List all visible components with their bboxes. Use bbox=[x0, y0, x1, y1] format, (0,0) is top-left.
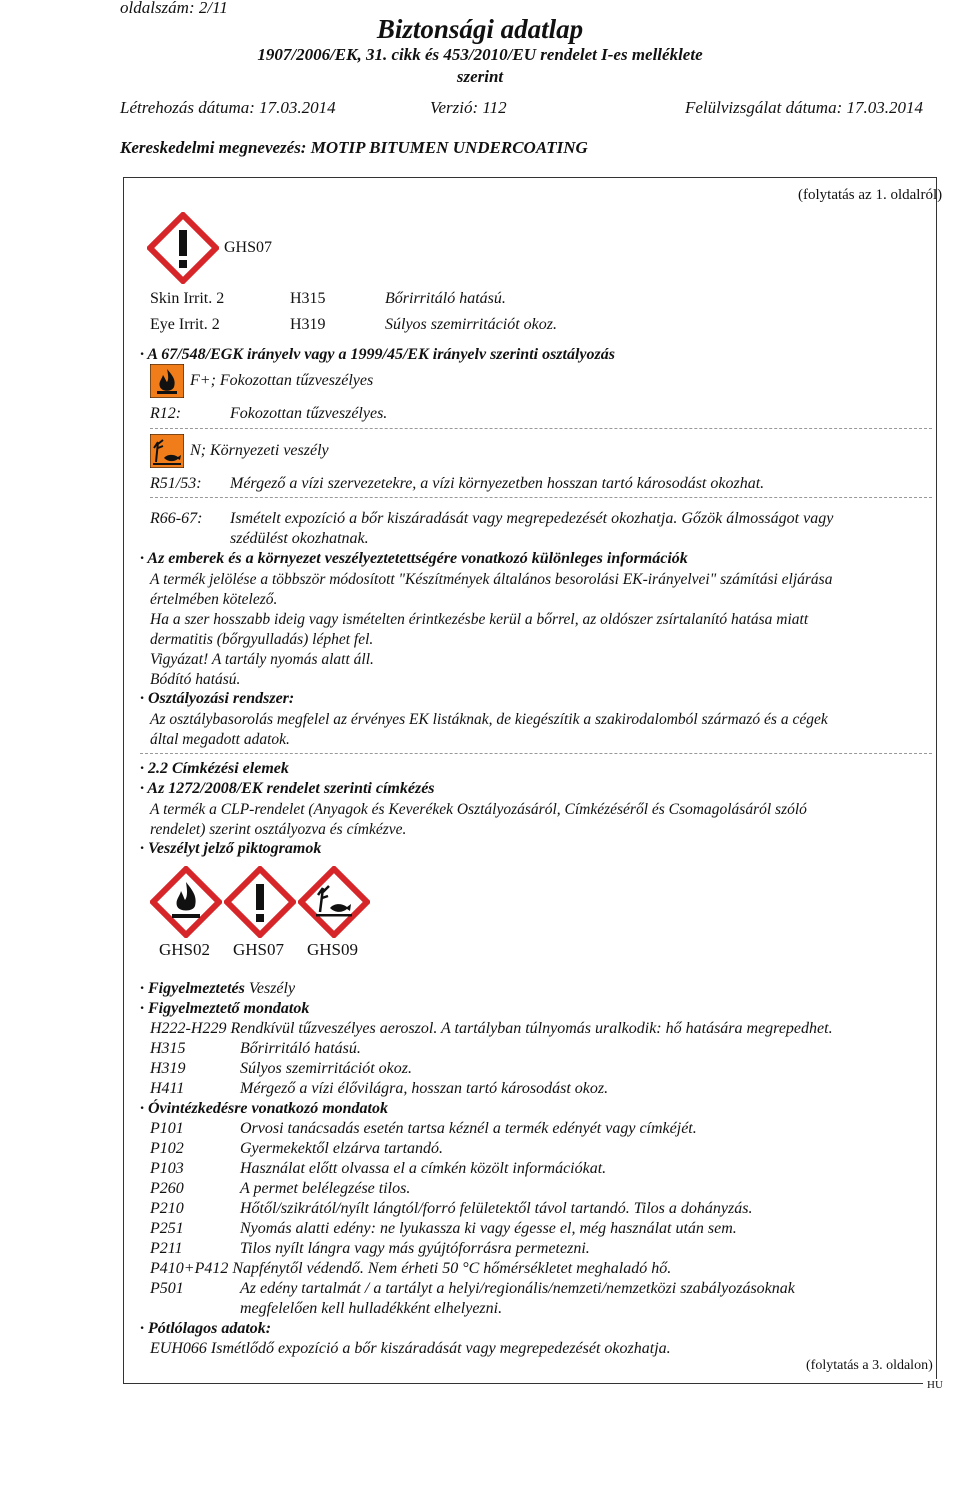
p-code: P102 bbox=[150, 1140, 184, 1157]
text-line: rendelet) szerint osztályozva és címkézve. bbox=[150, 821, 407, 838]
environment-icon bbox=[298, 866, 370, 938]
eu-directive-heading: · A 67/548/EGK irányelv vagy a 1999/45/EK irányelv szerinti osztályozás bbox=[140, 346, 615, 363]
pictogram-label: GHS02 bbox=[159, 940, 211, 959]
flammable-symbol-icon bbox=[150, 364, 184, 398]
p-code: P211 bbox=[150, 1240, 183, 1257]
text-line: Bódító hatású. bbox=[150, 671, 241, 688]
text-line: dermatitis (bőrgyulladás) léphet fel. bbox=[150, 631, 374, 648]
h-statements-heading: · Figyelmeztető mondatok bbox=[140, 1000, 310, 1017]
text-line: által megadott adatok. bbox=[150, 731, 290, 748]
r66-text: Ismételt expozíció a bőr kiszáradását vagy megrepedezését okozhatja. Gőzök álmosságot vagy bbox=[230, 510, 834, 527]
classification-h: H319 bbox=[290, 316, 326, 333]
p-code: P501 bbox=[150, 1280, 184, 1297]
trade-name: Kereskedelmi megnevezés: MOTIP BITUMEN UNDERCOATING bbox=[120, 138, 588, 157]
text-line: Vigyázat! A tartály nyomás alatt áll. bbox=[150, 651, 374, 668]
classification-code: Eye Irrit. 2 bbox=[150, 316, 220, 333]
text-line: A termék a CLP-rendelet (Anyagok és Keverékek Osztályozásáról, Címkézéséről és Csomagolásáról szóló bbox=[150, 801, 807, 818]
p-code: P210 bbox=[150, 1200, 184, 1217]
document-subtitle: 1907/2006/EK, 31. cikk és 453/2010/EU rendelet I-es melléklete bbox=[257, 45, 703, 64]
classification-system-heading: · Osztályozási rendszer: bbox=[140, 690, 295, 707]
symbol-f-label: F+; Fokozottan tűzveszélyes bbox=[190, 372, 374, 389]
p410-line: P410+P412 Napfénytől védendő. Nem érheti 50 °C hőmérsékletet meghaladó hő. bbox=[150, 1260, 672, 1277]
text-line: értelmében kötelező. bbox=[150, 591, 278, 608]
r66-code: R66-67: bbox=[150, 510, 203, 527]
version: Verzió: 112 bbox=[430, 98, 507, 117]
flame-icon bbox=[150, 866, 222, 938]
ghs07-exclamation-icon bbox=[147, 212, 219, 284]
ghs07-label: GHS07 bbox=[224, 239, 273, 256]
revision-date: Felülvizsgálat dátuma: 17.03.2014 bbox=[685, 98, 923, 117]
footer-line bbox=[123, 1383, 923, 1384]
special-info-heading: · Az emberek és a környezet veszélyeztetettségére vonatkozó különleges információk bbox=[140, 550, 688, 567]
clp-text bbox=[150, 800, 807, 840]
p-code: P101 bbox=[150, 1120, 184, 1137]
pictogram-label: GHS07 bbox=[233, 940, 285, 959]
p-text: Használat előtt olvassa el a címkén közölt információkat. bbox=[240, 1160, 607, 1177]
pictogram-label: GHS09 bbox=[307, 940, 359, 959]
page-number: oldalszám: 2/11 bbox=[120, 0, 228, 17]
h-text: Mérgező a vízi élővilágra, hosszan tartó károsodást okoz. bbox=[240, 1080, 609, 1097]
divider bbox=[150, 497, 932, 498]
h-code: H315 bbox=[150, 1040, 186, 1057]
p-statements-heading: · Óvintézkedésre vonatkozó mondatok bbox=[140, 1100, 388, 1117]
language-code: HU bbox=[927, 1379, 943, 1391]
p-text: Az edény tartalmát / a tartályt a helyi/regionális/nemzeti/nemzetközi szabályozásoknak bbox=[240, 1280, 795, 1297]
r66-text-cont: szédülést okozhatnak. bbox=[230, 530, 369, 547]
divider bbox=[150, 428, 932, 429]
environment-symbol-icon bbox=[150, 434, 184, 468]
signal-word: Veszély bbox=[248, 980, 296, 997]
r51-code: R51/53: bbox=[150, 475, 202, 492]
p-text: A permet belélegzése tilos. bbox=[240, 1180, 411, 1197]
h222-line: H222-H229 Rendkívül tűzveszélyes aeroszol. A tartályban túlnyomás uralkodik: hő hatására megrepedhet. bbox=[150, 1020, 833, 1037]
signal-word-line bbox=[140, 980, 295, 998]
p-text: Orvosi tanácsadás esetén tartsa kéznél a termék edényét vagy címkéjét. bbox=[240, 1120, 697, 1137]
p-code: P103 bbox=[150, 1160, 184, 1177]
special-info-text bbox=[150, 570, 832, 690]
p-text-cont: megfelelően kell hulladékként elhelyezni. bbox=[240, 1300, 503, 1317]
symbol-n-label: N; Környezeti veszély bbox=[190, 442, 329, 459]
p-code: P251 bbox=[150, 1220, 184, 1237]
r51-text: Mérgező a vízi szervezetekre, a vízi környezetben hosszan tartó károsodást okozhat. bbox=[230, 475, 765, 492]
document-title: Biztonsági adatlap bbox=[376, 14, 584, 44]
h-text: Súlyos szemirritációt okoz. bbox=[240, 1060, 412, 1077]
continued-on: (folytatás a 3. oldalon) bbox=[806, 1358, 933, 1373]
classification-text: Súlyos szemirritációt okoz. bbox=[385, 316, 557, 333]
document-subtitle-2: szerint bbox=[456, 67, 504, 86]
continued-from: (folytatás az 1. oldalról) bbox=[798, 187, 943, 203]
classification-h: H315 bbox=[290, 290, 326, 307]
signal-word-label: · Figyelmeztetés bbox=[140, 980, 245, 997]
p-text: Hőtől/szikrától/nyílt lángtól/forró felületektől távol tartandó. Tilos a dohányzás. bbox=[240, 1200, 753, 1217]
classification-text: Bőrirritáló hatású. bbox=[385, 290, 506, 307]
additional-heading: · Pótlólagos adatok: bbox=[140, 1320, 272, 1337]
clp-heading: · Az 1272/2008/EK rendelet szerinti címkézés bbox=[140, 780, 435, 797]
h-text: Bőrirritáló hatású. bbox=[240, 1040, 361, 1057]
text-line: Az osztálybasorolás megfelel az érvényes EK listáknak, de kiegészítik a szakirodalomból származó és a cégek bbox=[150, 711, 828, 728]
created-date: Létrehozás dátuma: 17.03.2014 bbox=[120, 98, 336, 117]
h-code: H319 bbox=[150, 1060, 186, 1077]
divider bbox=[140, 753, 932, 754]
p-code: P260 bbox=[150, 1180, 184, 1197]
classification-system-text bbox=[150, 710, 828, 750]
text-line: Ha a szer hosszabb ideig vagy ismételten érintkezésbe kerül a bőrrel, az oldószer zsírtalanító hatása miatt bbox=[150, 611, 809, 628]
text-line: A termék jelölése a többször módosított "Készítmények általános besorolási EK-irányelvei" számítási eljárása bbox=[150, 571, 833, 588]
r12-code: R12: bbox=[150, 405, 182, 422]
exclamation-icon bbox=[224, 866, 296, 938]
classification-code: Skin Irrit. 2 bbox=[150, 290, 225, 307]
p-text: Gyermekektől elzárva tartandó. bbox=[240, 1140, 444, 1157]
p-text: Nyomás alatti edény: ne lyukassza ki vagy égesse el, még használat után sem. bbox=[240, 1220, 737, 1237]
pictograms-heading: · Veszélyt jelző piktogramok bbox=[140, 840, 322, 857]
euh066-line: EUH066 Ismétlődő expozíció a bőr kiszáradását vagy megrepedezését okozhatja. bbox=[150, 1340, 671, 1357]
p-text: Tilos nyílt lángra vagy más gyújtóforrásra permetezni. bbox=[240, 1240, 590, 1257]
label-elements-heading: · 2.2 Címkézési elemek bbox=[140, 760, 289, 777]
h-code: H411 bbox=[150, 1080, 185, 1097]
r12-text: Fokozottan tűzveszélyes. bbox=[230, 405, 388, 422]
